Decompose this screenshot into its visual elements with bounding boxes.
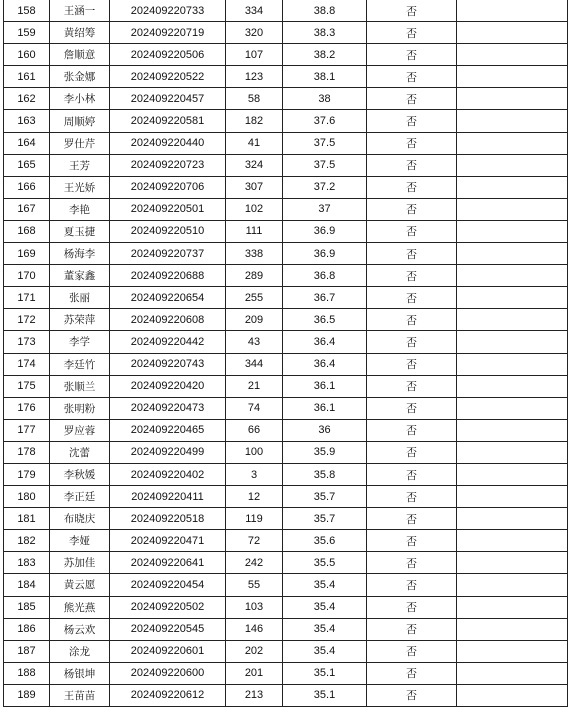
exam-id-cell: 202409220654: [110, 287, 226, 309]
status-cell: 否: [367, 176, 457, 198]
score-cell: 36.4: [283, 331, 367, 353]
rank-cell: 179: [4, 463, 50, 485]
exam-id-cell: 202409220506: [110, 44, 226, 66]
rank-cell: 172: [4, 309, 50, 331]
table-row: [4, 88, 568, 110]
name-cell: 张金娜: [50, 66, 110, 88]
score-cell: 35.8: [283, 463, 367, 485]
table-row: [4, 375, 568, 397]
exam-id-cell: 202409220442: [110, 331, 226, 353]
status-cell: 否: [367, 486, 457, 508]
remark-cell: [457, 419, 568, 441]
seat-number-cell: 102: [226, 198, 283, 220]
table-row: [4, 287, 568, 309]
rank-cell: 164: [4, 132, 50, 154]
score-cell: 38.3: [283, 22, 367, 44]
status-cell: 否: [367, 44, 457, 66]
name-cell: 李学: [50, 331, 110, 353]
table-row: [4, 22, 568, 44]
seat-number-cell: 338: [226, 243, 283, 265]
table-row: [4, 154, 568, 176]
seat-number-cell: 12: [226, 486, 283, 508]
name-cell: 苏荣萍: [50, 309, 110, 331]
name-cell: 周顺婷: [50, 110, 110, 132]
status-cell: 否: [367, 397, 457, 419]
table-row: [4, 508, 568, 530]
exam-id-cell: 202409220411: [110, 486, 226, 508]
rank-cell: 158: [4, 0, 50, 22]
score-cell: 35.5: [283, 552, 367, 574]
seat-number-cell: 242: [226, 552, 283, 574]
name-cell: 黄云愿: [50, 574, 110, 596]
remark-cell: [457, 176, 568, 198]
table-row: [4, 110, 568, 132]
score-cell: 37: [283, 198, 367, 220]
name-cell: 王光娇: [50, 176, 110, 198]
name-cell: 张顺兰: [50, 375, 110, 397]
score-cell: 36.5: [283, 309, 367, 331]
table-row: [4, 176, 568, 198]
rank-cell: 163: [4, 110, 50, 132]
rank-cell: 166: [4, 176, 50, 198]
table-row: [4, 132, 568, 154]
remark-cell: [457, 552, 568, 574]
exam-id-cell: 202409220454: [110, 574, 226, 596]
seat-number-cell: 100: [226, 441, 283, 463]
rank-cell: 168: [4, 220, 50, 242]
seat-number-cell: 289: [226, 265, 283, 287]
exam-id-cell: 202409220706: [110, 176, 226, 198]
name-cell: 李正廷: [50, 486, 110, 508]
rank-cell: 173: [4, 331, 50, 353]
table-row: [4, 265, 568, 287]
seat-number-cell: 119: [226, 508, 283, 530]
exam-id-cell: 202409220510: [110, 220, 226, 242]
name-cell: 涂龙: [50, 640, 110, 662]
rank-cell: 169: [4, 243, 50, 265]
remark-cell: [457, 132, 568, 154]
score-cell: 35.4: [283, 574, 367, 596]
rank-cell: 167: [4, 198, 50, 220]
remark-cell: [457, 44, 568, 66]
name-cell: 杨银坤: [50, 662, 110, 684]
exam-id-cell: 202409220600: [110, 662, 226, 684]
name-cell: 董家鑫: [50, 265, 110, 287]
table-row: [4, 397, 568, 419]
status-cell: 否: [367, 508, 457, 530]
name-cell: 詹顺意: [50, 44, 110, 66]
remark-cell: [457, 243, 568, 265]
status-cell: 否: [367, 243, 457, 265]
exam-id-cell: 202409220501: [110, 198, 226, 220]
name-cell: 布晓庆: [50, 508, 110, 530]
seat-number-cell: 307: [226, 176, 283, 198]
remark-cell: [457, 397, 568, 419]
status-cell: 否: [367, 132, 457, 154]
exam-id-cell: 202409220471: [110, 530, 226, 552]
table-row: [4, 640, 568, 662]
score-cell: 38.8: [283, 0, 367, 22]
rank-cell: 176: [4, 397, 50, 419]
name-cell: 李艳: [50, 198, 110, 220]
exam-id-cell: 202409220502: [110, 596, 226, 618]
exam-id-cell: 202409220440: [110, 132, 226, 154]
remark-cell: [457, 353, 568, 375]
score-cell: 35.4: [283, 640, 367, 662]
name-cell: 杨云欢: [50, 618, 110, 640]
seat-number-cell: 107: [226, 44, 283, 66]
exam-id-cell: 202409220465: [110, 419, 226, 441]
seat-number-cell: 41: [226, 132, 283, 154]
status-cell: 否: [367, 353, 457, 375]
seat-number-cell: 66: [226, 419, 283, 441]
status-cell: 否: [367, 441, 457, 463]
seat-number-cell: 3: [226, 463, 283, 485]
remark-cell: [457, 662, 568, 684]
exam-id-cell: 202409220473: [110, 397, 226, 419]
score-cell: 38.2: [283, 44, 367, 66]
remark-cell: [457, 220, 568, 242]
exam-id-cell: 202409220518: [110, 508, 226, 530]
name-cell: 张明粉: [50, 397, 110, 419]
name-cell: 沈蕾: [50, 441, 110, 463]
remark-cell: [457, 309, 568, 331]
status-cell: 否: [367, 287, 457, 309]
rank-cell: 185: [4, 596, 50, 618]
table-row: [4, 596, 568, 618]
exam-id-cell: 202409220545: [110, 618, 226, 640]
status-cell: 否: [367, 88, 457, 110]
seat-number-cell: 213: [226, 684, 283, 706]
remark-cell: [457, 154, 568, 176]
name-cell: 黄绍筹: [50, 22, 110, 44]
score-cell: 36.7: [283, 287, 367, 309]
score-cell: 35.4: [283, 596, 367, 618]
score-cell: 35.4: [283, 618, 367, 640]
exam-id-cell: 202409220688: [110, 265, 226, 287]
remark-cell: [457, 640, 568, 662]
table-row: [4, 309, 568, 331]
seat-number-cell: 146: [226, 618, 283, 640]
rank-cell: 159: [4, 22, 50, 44]
table-row: [4, 552, 568, 574]
status-cell: 否: [367, 640, 457, 662]
rank-cell: 162: [4, 88, 50, 110]
score-cell: 35.1: [283, 684, 367, 706]
exam-id-cell: 202409220737: [110, 243, 226, 265]
status-cell: 否: [367, 419, 457, 441]
seat-number-cell: 58: [226, 88, 283, 110]
table-row: [4, 684, 568, 706]
seat-number-cell: 55: [226, 574, 283, 596]
name-cell: 王芳: [50, 154, 110, 176]
score-cell: 37.6: [283, 110, 367, 132]
exam-id-cell: 202409220499: [110, 441, 226, 463]
rank-cell: 174: [4, 353, 50, 375]
exam-id-cell: 202409220457: [110, 88, 226, 110]
rank-cell: 184: [4, 574, 50, 596]
table-body: [4, 0, 568, 707]
score-cell: 36.1: [283, 375, 367, 397]
table-row: [4, 353, 568, 375]
rank-cell: 189: [4, 684, 50, 706]
rank-cell: 178: [4, 441, 50, 463]
score-cell: 35.7: [283, 508, 367, 530]
status-cell: 否: [367, 596, 457, 618]
seat-number-cell: 182: [226, 110, 283, 132]
name-cell: 夏玉捷: [50, 220, 110, 242]
table-row: [4, 441, 568, 463]
status-cell: 否: [367, 684, 457, 706]
status-cell: 否: [367, 618, 457, 640]
table-row: [4, 662, 568, 684]
score-cell: 35.1: [283, 662, 367, 684]
rank-cell: 182: [4, 530, 50, 552]
remark-cell: [457, 22, 568, 44]
status-cell: 否: [367, 198, 457, 220]
name-cell: 李廷竹: [50, 353, 110, 375]
name-cell: 罗应蓉: [50, 419, 110, 441]
table-row: [4, 66, 568, 88]
exam-id-cell: 202409220612: [110, 684, 226, 706]
status-cell: 否: [367, 309, 457, 331]
score-cell: 35.9: [283, 441, 367, 463]
remark-cell: [457, 486, 568, 508]
remark-cell: [457, 508, 568, 530]
status-cell: 否: [367, 574, 457, 596]
status-cell: 否: [367, 662, 457, 684]
name-cell: 王涵一: [50, 0, 110, 22]
seat-number-cell: 202: [226, 640, 283, 662]
remark-cell: [457, 287, 568, 309]
score-cell: 36.9: [283, 220, 367, 242]
remark-cell: [457, 265, 568, 287]
exam-id-cell: 202409220641: [110, 552, 226, 574]
table-row: [4, 419, 568, 441]
exam-id-cell: 202409220581: [110, 110, 226, 132]
name-cell: 杨海李: [50, 243, 110, 265]
exam-id-cell: 202409220601: [110, 640, 226, 662]
seat-number-cell: 209: [226, 309, 283, 331]
rank-cell: 160: [4, 44, 50, 66]
seat-number-cell: 74: [226, 397, 283, 419]
score-cell: 37.2: [283, 176, 367, 198]
name-cell: 李娅: [50, 530, 110, 552]
rank-cell: 161: [4, 66, 50, 88]
remark-cell: [457, 88, 568, 110]
score-cell: 38: [283, 88, 367, 110]
table-row: [4, 618, 568, 640]
exam-id-cell: 202409220743: [110, 353, 226, 375]
table-row: [4, 331, 568, 353]
seat-number-cell: 201: [226, 662, 283, 684]
score-cell: 38.1: [283, 66, 367, 88]
rank-cell: 175: [4, 375, 50, 397]
remark-cell: [457, 441, 568, 463]
remark-cell: [457, 110, 568, 132]
score-cell: 35.6: [283, 530, 367, 552]
table-row: [4, 463, 568, 485]
rank-cell: 177: [4, 419, 50, 441]
score-cell: 37.5: [283, 132, 367, 154]
exam-id-cell: 202409220522: [110, 66, 226, 88]
status-cell: 否: [367, 375, 457, 397]
remark-cell: [457, 618, 568, 640]
score-cell: 36.8: [283, 265, 367, 287]
table-row: [4, 220, 568, 242]
remark-cell: [457, 530, 568, 552]
rank-cell: 186: [4, 618, 50, 640]
remark-cell: [457, 463, 568, 485]
score-cell: 36.1: [283, 397, 367, 419]
rank-cell: 170: [4, 265, 50, 287]
name-cell: 苏加佳: [50, 552, 110, 574]
score-cell: 36.4: [283, 353, 367, 375]
status-cell: 否: [367, 530, 457, 552]
status-cell: 否: [367, 110, 457, 132]
exam-id-cell: 202409220719: [110, 22, 226, 44]
status-cell: 否: [367, 331, 457, 353]
seat-number-cell: 320: [226, 22, 283, 44]
name-cell: 李小林: [50, 88, 110, 110]
remark-cell: [457, 375, 568, 397]
exam-id-cell: 202409220733: [110, 0, 226, 22]
rank-cell: 187: [4, 640, 50, 662]
table-row: [4, 530, 568, 552]
remark-cell: [457, 684, 568, 706]
table-row: [4, 44, 568, 66]
seat-number-cell: 103: [226, 596, 283, 618]
seat-number-cell: 21: [226, 375, 283, 397]
status-cell: 否: [367, 463, 457, 485]
name-cell: 李秋媛: [50, 463, 110, 485]
exam-id-cell: 202409220420: [110, 375, 226, 397]
rank-cell: 171: [4, 287, 50, 309]
rank-cell: 165: [4, 154, 50, 176]
score-table: [3, 0, 568, 707]
name-cell: 罗仕芹: [50, 132, 110, 154]
remark-cell: [457, 574, 568, 596]
seat-number-cell: 123: [226, 66, 283, 88]
seat-number-cell: 72: [226, 530, 283, 552]
score-cell: 35.7: [283, 486, 367, 508]
status-cell: 否: [367, 154, 457, 176]
rank-cell: 181: [4, 508, 50, 530]
table-row: [4, 243, 568, 265]
seat-number-cell: 111: [226, 220, 283, 242]
seat-number-cell: 43: [226, 331, 283, 353]
remark-cell: [457, 331, 568, 353]
table-row: [4, 198, 568, 220]
exam-id-cell: 202409220402: [110, 463, 226, 485]
status-cell: 否: [367, 22, 457, 44]
score-cell: 37.5: [283, 154, 367, 176]
exam-id-cell: 202409220723: [110, 154, 226, 176]
table-row: [4, 0, 568, 22]
table-row: [4, 486, 568, 508]
seat-number-cell: 344: [226, 353, 283, 375]
status-cell: 否: [367, 220, 457, 242]
seat-number-cell: 255: [226, 287, 283, 309]
remark-cell: [457, 596, 568, 618]
exam-id-cell: 202409220608: [110, 309, 226, 331]
remark-cell: [457, 66, 568, 88]
status-cell: 否: [367, 0, 457, 22]
name-cell: 张丽: [50, 287, 110, 309]
name-cell: 熊光燕: [50, 596, 110, 618]
rank-cell: 183: [4, 552, 50, 574]
status-cell: 否: [367, 265, 457, 287]
status-cell: 否: [367, 66, 457, 88]
seat-number-cell: 334: [226, 0, 283, 22]
remark-cell: [457, 198, 568, 220]
table-row: [4, 574, 568, 596]
seat-number-cell: 324: [226, 154, 283, 176]
status-cell: 否: [367, 552, 457, 574]
name-cell: 王苗苗: [50, 684, 110, 706]
remark-cell: [457, 0, 568, 22]
rank-cell: 180: [4, 486, 50, 508]
score-cell: 36: [283, 419, 367, 441]
score-cell: 36.9: [283, 243, 367, 265]
rank-cell: 188: [4, 662, 50, 684]
